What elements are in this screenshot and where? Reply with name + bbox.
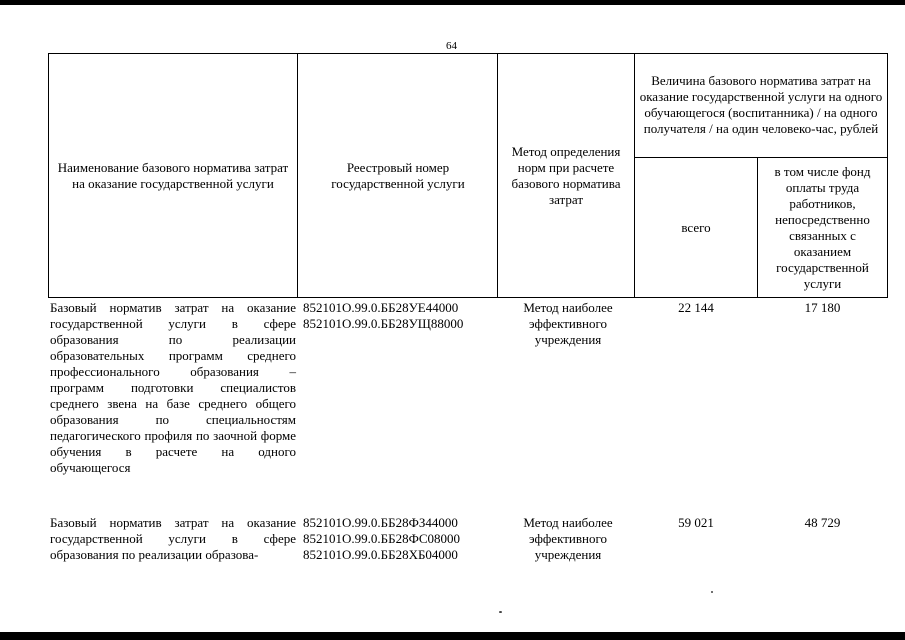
scan-border-top (0, 0, 905, 5)
row-2-wage-fund: 48 729 (804, 515, 841, 530)
row-2-code-1: 852101О.99.0.ББ28ФЗ44000 (303, 515, 458, 530)
row-2-codes (303, 515, 495, 563)
row-2-code-2: 852101О.99.0.ББ28ФС08000 (303, 531, 461, 546)
header-value-group: Величина базового норматива затрат на оказание государственной услуги на одного обучающегося (воспитанника) / на одного получателя / на один человеко-час, рублей (639, 73, 883, 136)
row-2-code-3: 852101О.99.0.ББ28ХБ04000 (303, 547, 458, 562)
header-total: всего (681, 219, 711, 235)
header-method: Метод определения норм при расчете базового норматива затрат (511, 143, 621, 207)
scan-speck (499, 611, 502, 613)
row-1-code-2: 852101О.99.0.ББ28УЩ88000 (303, 316, 464, 331)
row-1-code-1: 852101О.99.0.ББ28УЕ44000 (303, 300, 459, 315)
row-1-total: 22 144 (678, 300, 714, 315)
scan-speck (711, 591, 713, 593)
row-1-wage-fund: 17 180 (804, 300, 841, 315)
header-name: Наименование базового норматива затрат на оказание государственной услуги (57, 159, 289, 191)
page-number: 64 (446, 40, 457, 52)
header-registry-number: Реестровый номер государственной услуги (331, 159, 465, 191)
row-1-method: Метод наиболее эффективного учреждения (523, 300, 613, 347)
row-2-name: Базовый норматив затрат на оказание государственной услуги в сфере образования по реализации образова- (50, 515, 296, 562)
row-1-name: Базовый норматив затрат на оказание государственной услуги в сфере образования по реализации образовательных программ среднего профессионального образования – программ подготовки специалистов среднего звена на базе среднего общего образования по специальностям педагогического профиля по заочной форме обучения в расчете на одного обучающегося (50, 300, 296, 475)
row-2-method: Метод наиболее эффективного учреждения (523, 515, 613, 562)
row-2-total: 59 021 (678, 515, 714, 530)
row-1-codes (303, 300, 495, 332)
scan-border-bottom (0, 632, 905, 640)
header-wage-fund: в том числе фонд оплаты труда работников, непосредственно связанных с оказанием государственной услуги (774, 163, 871, 291)
